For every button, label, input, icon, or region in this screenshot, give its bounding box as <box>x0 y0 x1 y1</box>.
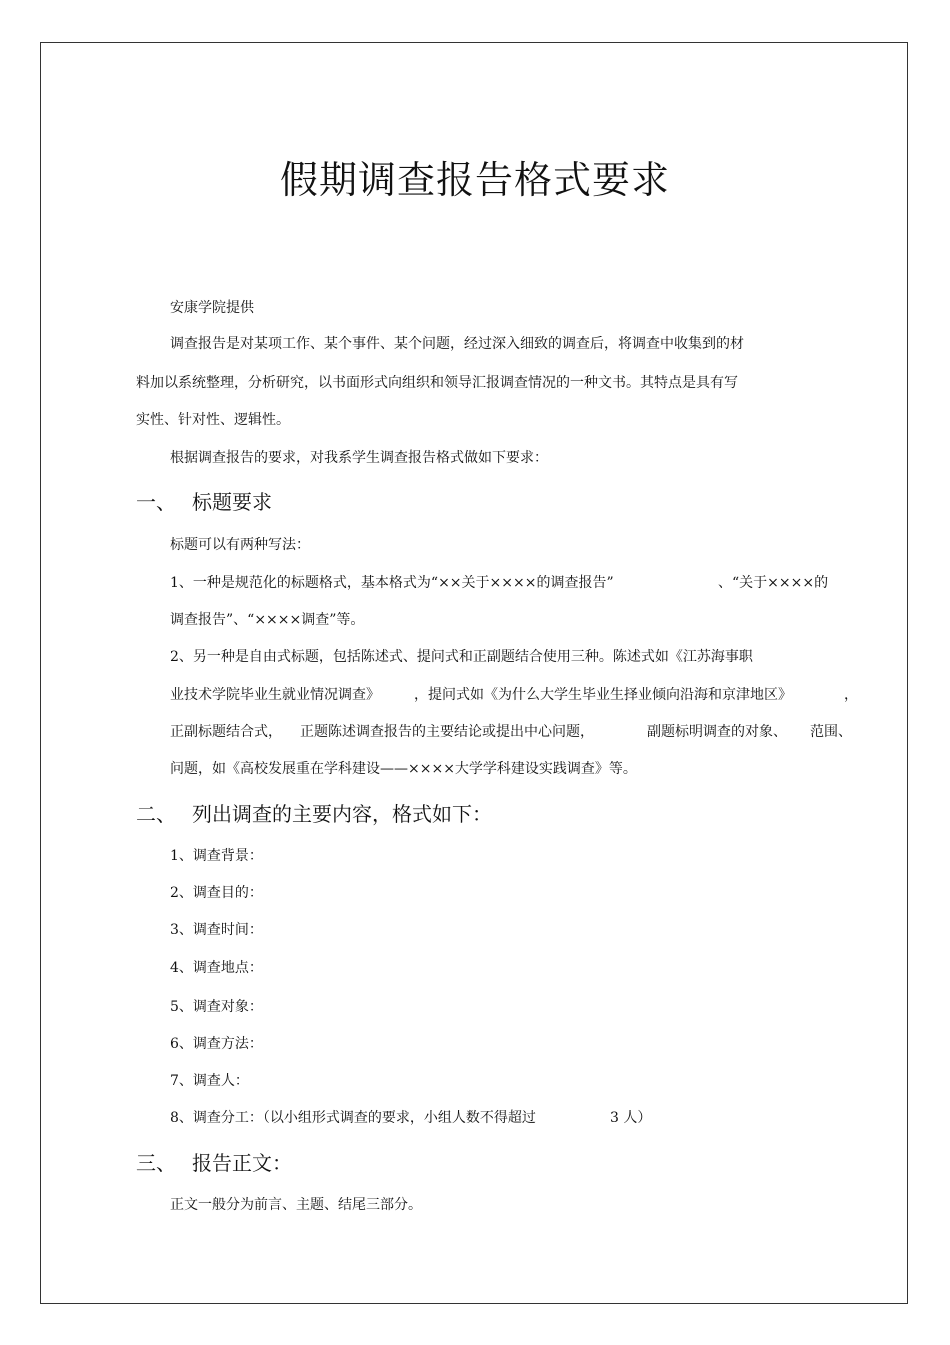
section3-heading <box>136 1149 536 1177</box>
section2-item: 8、调查分工：（以小组形式调查的要求，小组人数不得超过 <box>170 1110 536 1126</box>
section2-item: 6、调查方法： <box>170 1036 263 1052</box>
document-title: 假期调查报告格式要求 <box>279 158 670 202</box>
section1-item2-line3-d: 范围、 <box>810 724 852 740</box>
section2-item: 3、调查时间： <box>170 922 263 938</box>
section2-item: 4、调查地点： <box>170 960 263 976</box>
section3-number: 三、 <box>136 1151 176 1175</box>
provider-line: 安康学院提供 <box>170 300 254 316</box>
section1-item1-b: 、“关于××××的 <box>718 575 829 591</box>
section1-lead: 标题可以有两种写法： <box>170 537 310 553</box>
section1-number: 一、 <box>136 490 176 514</box>
section1-item2-line2-b: ，提问式如《为什么大学生毕业生择业倾向沿海和京津地区》 <box>414 687 792 703</box>
section2-item: 7、调查人： <box>170 1073 249 1089</box>
section1-item2-line3-b: 正题陈述调查报告的主要结论或提出中心问题， <box>300 724 594 740</box>
section1-item2-line1: 2、另一种是自由式标题，包括陈述式、提问式和正副题结合使用三种。陈述式如《江苏海事职 <box>170 649 753 665</box>
section1-item2-line4: 问题，如《高校发展重在学科建设——××××大学学科建设实践调查》等。 <box>170 761 637 777</box>
section1-item2-line3-a: 正副标题结合式， <box>170 724 282 740</box>
section1-item1-a: 1、一种是规范化的标题格式，基本格式为“××关于××××的调查报告” <box>170 575 614 591</box>
intro-para2: 根据调查报告的要求，对我系学生调查报告格式做如下要求： <box>170 450 548 466</box>
section2-item8-tail: 3 人） <box>610 1110 652 1126</box>
intro-para1-line2: 料加以系统整理，分析研究，以书面形式向组织和领导汇报调查情况的一种文书。其特点是具有写 <box>136 375 738 391</box>
section2-title: 列出调查的主要内容，格式如下： <box>192 802 492 826</box>
section2-item: 2、调查目的： <box>170 885 263 901</box>
section2-item: 1、调查背景： <box>170 848 263 864</box>
section1-item1-line2: 调查报告”、“××××调查”等。 <box>170 612 365 628</box>
section1-item2-line2-c: ， <box>844 687 858 703</box>
intro-para1-line3: 实性、针对性、逻辑性。 <box>136 412 290 428</box>
section3-body: 正文一般分为前言、主题、结尾三部分。 <box>170 1197 422 1213</box>
section1-item2-line3-c: 副题标明调查的对象、 <box>647 724 787 740</box>
section1-heading <box>136 488 536 516</box>
section1-item2-line2-a: 业技术学院毕业生就业情况调查》 <box>170 687 380 703</box>
intro-para1-line1: 调查报告是对某项工作、某个事件、某个问题，经过深入细致的调查后，将调查中收集到的材 <box>170 336 744 352</box>
section1-title: 标题要求 <box>192 490 272 514</box>
section2-number: 二、 <box>136 802 176 826</box>
section2-heading <box>136 800 636 828</box>
section3-title: 报告正文： <box>192 1151 292 1175</box>
section2-item: 5、调查对象： <box>170 999 263 1015</box>
